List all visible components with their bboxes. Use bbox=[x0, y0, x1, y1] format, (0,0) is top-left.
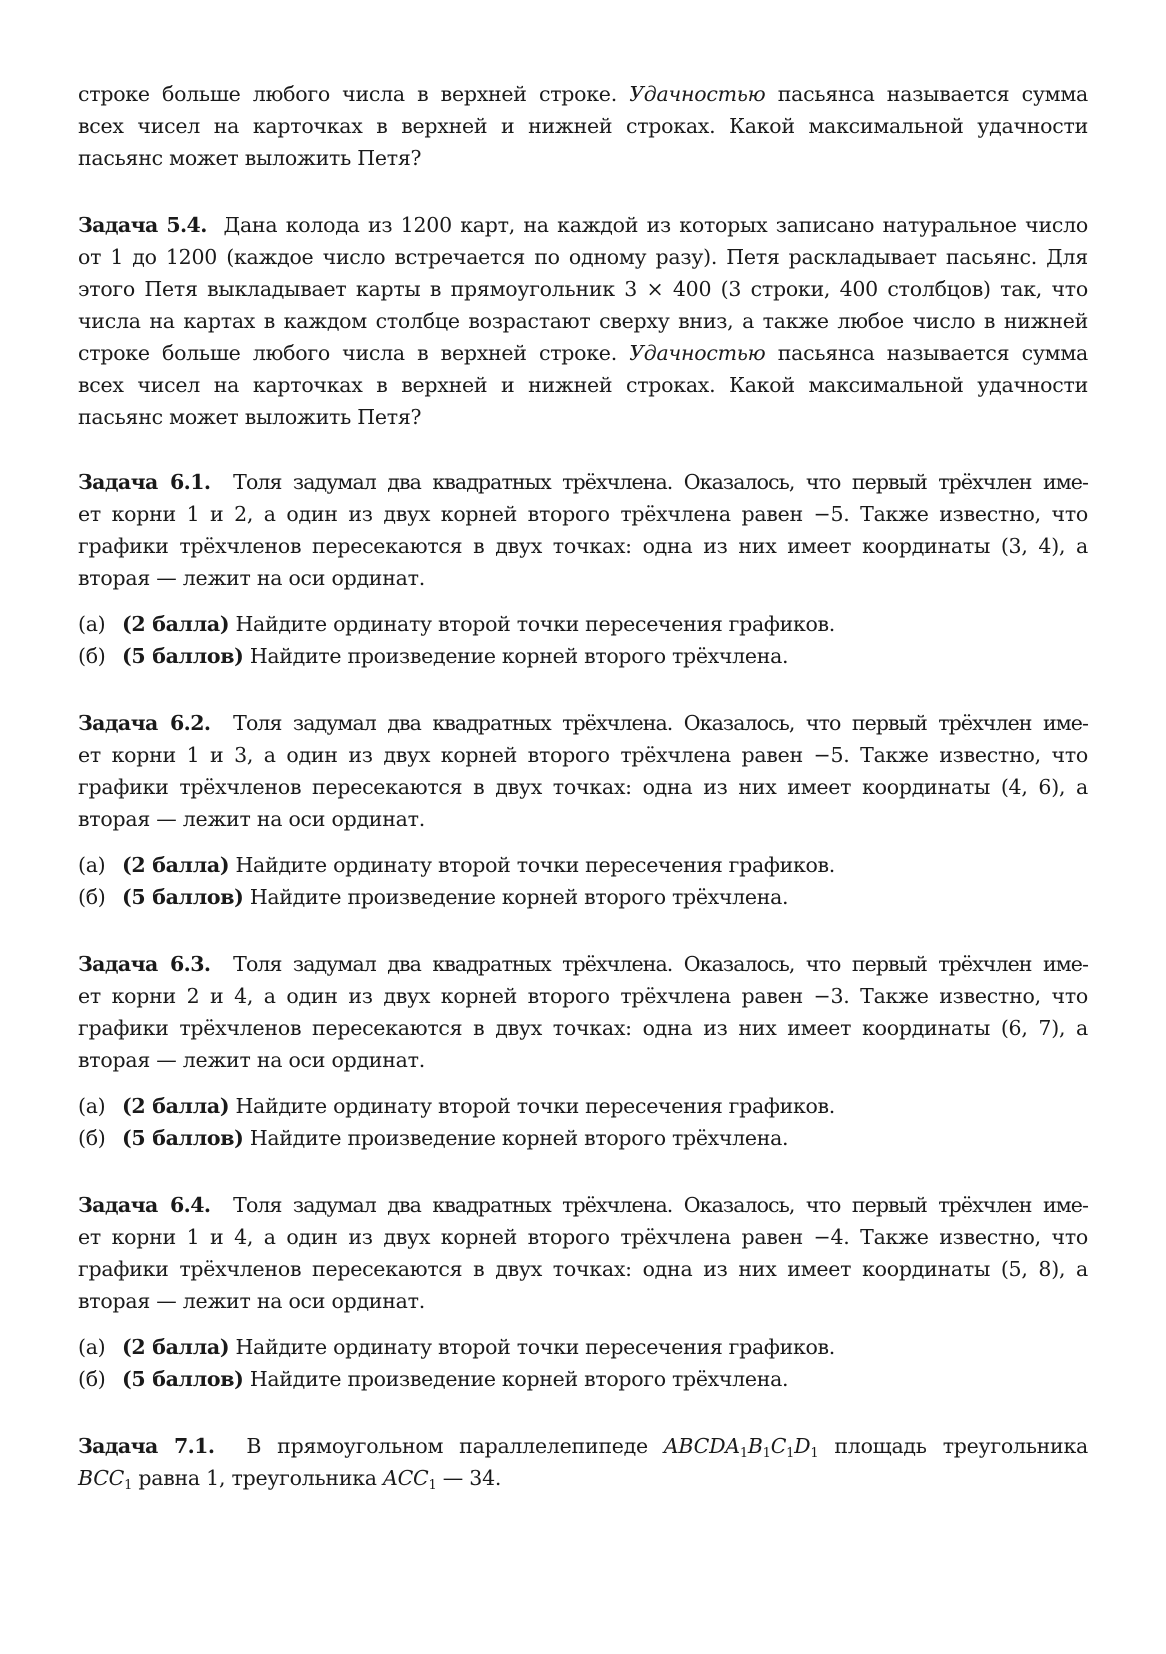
text-line: этого Петя выкладывает карты в прямоугольник 3 × 400 (3 строки, 400 столбцов) так, что bbox=[78, 277, 1088, 301]
text-line: вторая — лежит на оси ординат. bbox=[78, 1048, 425, 1072]
problem-heading: Задача 6.2. bbox=[78, 711, 211, 735]
text-line: всех чисел на карточках в верхней и нижней строках. Какой максимальной удачности bbox=[78, 114, 1088, 138]
text-line: ет корни 2 и 4, а один из двух корней второго трёхчлена равен −3. Также известно, что bbox=[78, 984, 1088, 1008]
text-line: числа на картах в каждом столбце возрастают сверху вниз, а также любое число в нижней bbox=[78, 309, 1088, 333]
subquestion-b: (б) (5 баллов) Найдите произведение корней второго трёхчлена. bbox=[78, 644, 789, 668]
subquestion-a: (а) (2 балла) Найдите ординату второй точки пересечения графиков. bbox=[78, 1335, 835, 1359]
text-line: Задача 7.1. В прямоугольном параллелепипеде $ABCDA_1B_1C_1D_1$ площадь треугольника bbox=[78, 1434, 1088, 1461]
subquestion-a: (а) (2 балла) Найдите ординату второй точки пересечения графиков. bbox=[78, 853, 835, 877]
subquestion-a: (а) (2 балла) Найдите ординату второй точки пересечения графиков. bbox=[78, 612, 835, 636]
text-line: от 1 до 1200 (каждое число встречается по одному разу). Петя раскладывает пасьянс. Для bbox=[78, 245, 1088, 269]
subquestion-a: (а) (2 балла) Найдите ординату второй точки пересечения графиков. bbox=[78, 1094, 835, 1118]
emphasis-term: Удачностью bbox=[629, 82, 766, 106]
text-line: пасьянс может выложить Петя? bbox=[78, 146, 422, 170]
text-line: всех чисел на карточках в верхней и нижней строках. Какой максимальной удачности bbox=[78, 373, 1088, 397]
subquestion-b: (б) (5 баллов) Найдите произведение корней второго трёхчлена. bbox=[78, 1126, 789, 1150]
text-line: строке больше любого числа в верхней строке. Удачностью пасьянса называется сумма bbox=[78, 341, 1088, 365]
subquestion-b: (б) (5 баллов) Найдите произведение корней второго трёхчлена. bbox=[78, 1367, 789, 1391]
subquestion-b: (б) (5 баллов) Найдите произведение корней второго трёхчлена. bbox=[78, 885, 789, 909]
text-line: вторая — лежит на оси ординат. bbox=[78, 807, 425, 831]
math-triangle-1: $BCC_1$ bbox=[78, 1466, 133, 1493]
text-line: Задача 6.4. Толя задумал два квадратных трёхчлена. Оказалось, что первый трёхчлен име- bbox=[78, 1193, 1089, 1217]
text-line: графики трёхчленов пересекаются в двух точках: одна из них имеет координаты (3, 4), а bbox=[78, 534, 1088, 558]
text-line: графики трёхчленов пересекаются в двух точках: одна из них имеет координаты (4, 6), а bbox=[78, 775, 1088, 799]
text-line: вторая — лежит на оси ординат. bbox=[78, 1289, 425, 1313]
text-line: вторая — лежит на оси ординат. bbox=[78, 566, 425, 590]
text-line: Задача 6.1. Толя задумал два квадратных трёхчлена. Оказалось, что первый трёхчлен име- bbox=[78, 470, 1089, 494]
problem-heading: Задача 5.4. bbox=[78, 213, 207, 237]
text-line: ет корни 1 и 3, а один из двух корней второго трёхчлена равен −5. Также известно, что bbox=[78, 743, 1088, 767]
text-line: графики трёхчленов пересекаются в двух точках: одна из них имеет координаты (6, 7), а bbox=[78, 1016, 1088, 1040]
math-parallelepiped-name: $ABCDA_1B_1C_1D_1$ bbox=[663, 1434, 819, 1461]
text-line: $BCC_1$ равна 1, треугольника $ACC_1$ — 34. bbox=[78, 1466, 502, 1493]
problem-heading: Задача 7.1. bbox=[78, 1434, 215, 1458]
text-line: ет корни 1 и 4, а один из двух корней второго трёхчлена равен −4. Также известно, что bbox=[78, 1225, 1088, 1249]
text-line: пасьянс может выложить Петя? bbox=[78, 405, 422, 429]
problem-heading: Задача 6.4. bbox=[78, 1193, 211, 1217]
text-line: строке больше любого числа в верхней строке. Удачностью пасьянса называется сумма bbox=[78, 82, 1088, 106]
text-line: Задача 5.4. Дана колода из 1200 карт, на каждой из которых записано натуральное число bbox=[78, 213, 1088, 237]
text-line: Задача 6.3. Толя задумал два квадратных трёхчлена. Оказалось, что первый трёхчлен име- bbox=[78, 952, 1089, 976]
text-line: графики трёхчленов пересекаются в двух точках: одна из них имеет координаты (5, 8), а bbox=[78, 1257, 1088, 1281]
text-line: Задача 6.2. Толя задумал два квадратных трёхчлена. Оказалось, что первый трёхчлен име- bbox=[78, 711, 1089, 735]
text-line: ет корни 1 и 2, а один из двух корней второго трёхчлена равен −5. Также известно, что bbox=[78, 502, 1088, 526]
problem-heading: Задача 6.3. bbox=[78, 952, 211, 976]
emphasis-term: Удачностью bbox=[629, 341, 766, 365]
math-triangle-2: $ACC_1$ bbox=[383, 1466, 437, 1493]
problem-heading: Задача 6.1. bbox=[78, 470, 211, 494]
